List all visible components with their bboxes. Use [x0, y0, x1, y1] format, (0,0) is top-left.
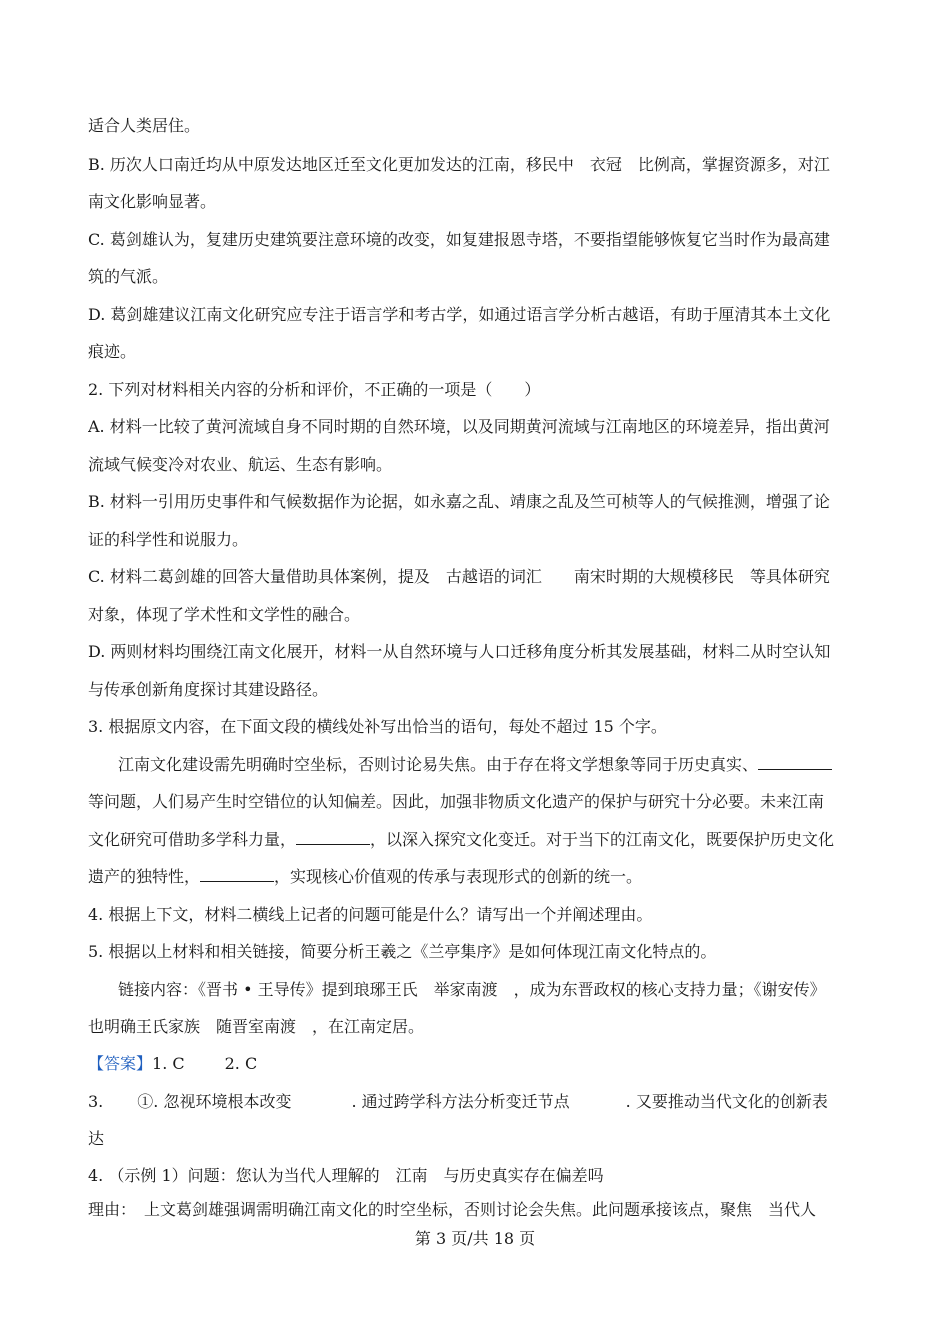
- answer-3-part: . 又要推动当代文化的创新表: [625, 1092, 828, 1111]
- text-span: 江南文化建设需先明确时空坐标，否则讨论易失焦。由于存在将文学想象等同于历史真实、: [118, 755, 759, 774]
- question-2: 2. 下列对材料相关内容的分析和评价，不正确的一项是（ ）: [88, 380, 541, 399]
- question-3: 3. 根据原文内容，在下面文段的横线处补写出恰当的语句，每处不超过 15 个字。: [88, 717, 667, 736]
- link-content: 链接内容：《晋书 • 王导传》提到琅琊王氏 举家南渡 ，成为东晋政权的核心支持力量；《谢安传》: [118, 980, 826, 999]
- text-line: C. 材料二葛剑雄的回答大量借助具体案例，提及 古越语的词汇 南宋时期的大规模移民 等具体研究: [88, 567, 830, 586]
- answer-blank: [200, 867, 274, 882]
- question-5: 5. 根据以上材料和相关链接，简要分析王羲之《兰亭集序》是如何体现江南文化特点的。: [88, 942, 717, 961]
- answer-4-reason: 理由： 上文葛剑雄强调需明确江南文化的时空坐标，否则讨论会失焦。此问题承接该点，聚焦 当代人: [88, 1200, 817, 1219]
- answer-2: 2. C: [224, 1054, 258, 1073]
- text-span: 文化研究可借助多学科力量，: [88, 830, 297, 849]
- text-span: ，实现核心价值观的传承与表现形式的创新的统一。: [274, 867, 643, 886]
- answer-3-line: [88, 1092, 868, 1112]
- text-line: D. 葛剑雄建议江南文化研究应专注于语言学和考古学，如通过语言学分析古越语，有助于厘清其本土文化: [88, 305, 831, 324]
- text-line: 与传承创新角度探讨其建设路径。: [88, 680, 329, 699]
- answer-3-part: . 通过跨学科方法分析变迁节点: [351, 1092, 570, 1111]
- answer-3-part: ①. 忽视环境根本改变: [137, 1092, 292, 1111]
- answer-3-continuation: 达: [88, 1129, 105, 1148]
- answer-tag: 【答案】: [88, 1054, 153, 1073]
- answer-3-number: 3.: [88, 1092, 104, 1111]
- text-span: 遗产的独特性，: [88, 867, 201, 886]
- link-content: 也明确王氏家族 随晋室南渡 ，在江南定居。: [88, 1017, 425, 1036]
- fill-paragraph-line: [118, 755, 868, 775]
- fill-paragraph-line: [88, 830, 868, 850]
- text-line: 证的科学性和说服力。: [88, 530, 249, 549]
- text-line: 流域气候变冷对农业、航运、生态有影响。: [88, 455, 393, 474]
- page-footer: 第 3 页/共 18 页: [414, 1229, 536, 1248]
- text-line: 痕迹。: [88, 342, 137, 361]
- fill-paragraph-line: [88, 867, 868, 887]
- text-line: B. 材料一引用历史事件和气候数据作为论据，如永嘉之乱、靖康之乱及竺可桢等人的气候推测，增强了论: [88, 492, 830, 511]
- text-line: 南文化影响显著。: [88, 192, 217, 211]
- text-line: 适合人类居住。: [88, 116, 201, 135]
- text-line: B. 历次人口南迁均从中原发达地区迁至文化更加发达的江南，移民中 衣冠 比例高，掌握资源多，对江: [88, 155, 830, 174]
- answer-1: 1. C: [152, 1054, 185, 1073]
- text-span: ，以深入探究文化变迁。对于当下的江南文化，既要保护历史文化: [370, 830, 835, 849]
- answer-4: 4. （示例 1）问题：您认为当代人理解的 江南 与历史真实存在偏差吗: [88, 1166, 604, 1185]
- answer-line: [88, 1054, 868, 1074]
- text-line: C. 葛剑雄认为，复建历史建筑要注意环境的改变，如复建报恩寺塔，不要指望能够恢复它当时作为最高建: [88, 230, 830, 249]
- text-line: D. 两则材料均围绕江南文化展开，材料一从自然环境与人口迁移角度分析其发展基础，材料二从时空认知: [88, 642, 831, 661]
- fill-paragraph-line: 等问题，人们易产生时空错位的认知偏差。因此，加强非物质文化遗产的保护与研究十分必要。未来江南: [88, 792, 825, 811]
- text-line: 对象，体现了学术性和文学性的融合。: [88, 605, 361, 624]
- text-line: 筑的气派。: [88, 267, 169, 286]
- answer-blank: [758, 755, 832, 770]
- answer-blank: [296, 830, 370, 845]
- text-line: A. 材料一比较了黄河流域自身不同时期的自然环境，以及同期黄河流域与江南地区的环境差异，指出黄河: [88, 417, 830, 436]
- question-4: 4. 根据上下文，材料二横线上记者的问题可能是什么？请写出一个并阐述理由。: [88, 905, 653, 924]
